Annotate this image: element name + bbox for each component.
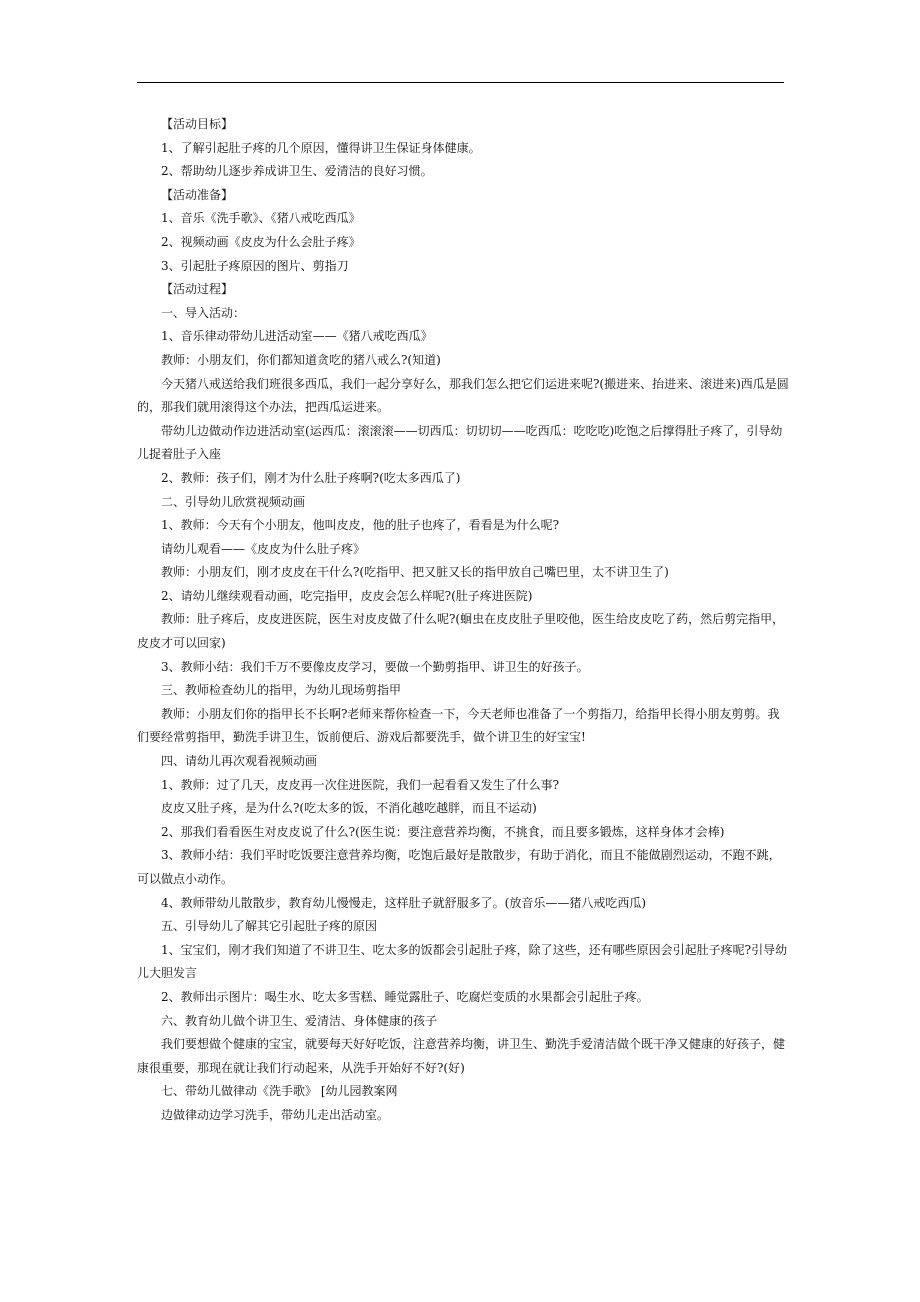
paragraph: 七、带幼儿做律动《洗手歌》 [幼儿园教案网 <box>161 1084 398 1099</box>
paragraph: 4、教师带幼儿散散步，教育幼儿慢慢走，这样肚子就舒服多了。(放音乐——猪八戒吃西瓜) <box>161 895 647 910</box>
header-rule <box>137 82 784 83</box>
section-heading-goals: 【活动目标】 <box>161 117 234 131</box>
paragraph: 1、音乐《洗手歌》、《猪八戒吃西瓜》 <box>161 211 361 226</box>
paragraph: 3、教师小结：我们平时吃饭要注意营养均衡，吃饱后最好是散散步，有助于消化，而且不能做剧烈运动，不跑不跳，可以做点小动作。 <box>137 848 781 886</box>
paragraph: 教师：肚子疼后，皮皮进医院，医生对皮皮做了什么呢?(蛔虫在皮皮肚子里咬他，医生给皮皮吃了药，然后剪完指甲，皮皮才可以回家) <box>137 612 785 651</box>
paragraph: 带幼儿边做动作边进活动室(运西瓜：滚滚滚——切西瓜：切切切——吃西瓜：吃吃吃)吃饱之后撑得肚子疼了，引导幼儿捉着肚子入座 <box>137 423 783 462</box>
section-heading-process: 【活动过程】 <box>161 282 234 297</box>
paragraph: 边做律动边学习洗手，带幼儿走出活动室。 <box>161 1107 390 1122</box>
paragraph: 三、教师检查幼儿的指甲，为幼儿现场剪指甲 <box>161 683 402 698</box>
paragraph: 请幼儿观看——《皮皮为什么肚子疼》 <box>161 541 366 556</box>
paragraph: 2、教师出示图片：喝生水、吃太多雪糕、睡觉露肚子、吃腐烂变质的水果都会引起肚子疼。 <box>161 989 649 1004</box>
paragraph: 1、音乐律动带幼儿进活动室——《猪八戒吃西瓜》 <box>161 329 433 344</box>
paragraph: 1、宝宝们，刚才我们知道了不讲卫生、吃太多的饭都会引起肚子疼，除了这些，还有哪些原因会引起肚子疼呢?引导幼儿大胆发言 <box>137 942 788 981</box>
paragraph: 教师：小朋友们，刚才皮皮在干什么?(吃指甲、把又脏又长的指甲放自己嘴巴里，太不讲卫生了) <box>161 565 669 580</box>
paragraph: 3、教师小结：我们千万不要像皮皮学习，要做一个勤剪指甲、讲卫生的好孩子。 <box>161 659 589 674</box>
paragraph: 五、引导幼儿了解其它引起肚子疼的原因 <box>161 919 378 934</box>
paragraph: 教师：小朋友们，你们都知道贪吃的猪八戒么?(知道) <box>161 352 441 367</box>
document-body <box>137 113 789 1128</box>
paragraph: 2、那我们看看医生对皮皮说了什么?(医生说：要注意营养均衡，不挑食，而且要多锻炼，这样身体才会棒) <box>161 824 725 839</box>
paragraph: 一、导入活动： <box>161 305 246 320</box>
paragraph: 1、教师：过了几天，皮皮再一次住进医院，我们一起看看又发生了什么事? <box>161 777 560 792</box>
paragraph: 2、请幼儿继续观看动画，吃完指甲，皮皮会怎么样呢?(肚子疼进医院) <box>161 588 533 603</box>
paragraph: 二、引导幼儿欣赏视频动画 <box>161 494 306 509</box>
paragraph: 2、视频动画《皮皮为什么会肚子疼》 <box>161 234 361 249</box>
paragraph: 今天猪八戒送给我们班很多西瓜，我们一起分享好么，那我们怎么把它们运进来呢?(搬进来、抬进来、滚进来)西瓜是圆的，那我们就用滚得这个办法，把西瓜运进来。 <box>137 376 789 415</box>
paragraph: 皮皮又肚子疼，是为什么?(吃太多的饭，不消化越吃越胖，而且不运动) <box>161 801 537 816</box>
paragraph: 1、教师：今天有个小朋友，他叫皮皮，他的肚子也疼了，看看是为什么呢? <box>161 518 560 533</box>
paragraph: 2、教师：孩子们，刚才为什么肚子疼啊?(吃太多西瓜了) <box>161 470 461 485</box>
paragraph: 3、引起肚子疼原因的图片、剪指刀 <box>161 258 349 273</box>
section-heading-preparation: 【活动准备】 <box>161 187 234 202</box>
paragraph: 六、教育幼儿做个讲卫生、爱清洁、身体健康的孩子 <box>161 1013 438 1028</box>
paragraph: 我们要想做个健康的宝宝，就要每天好好吃饭，注意营养均衡，讲卫生、勤洗手爱清洁做个既干净又健康的好孩子，健康很重要，那现在就让我们行动起来，从洗手开始好不好?(好) <box>137 1037 786 1075</box>
paragraph: 1、了解引起肚子疼的几个原因，懂得讲卫生保证身体健康。 <box>161 140 481 155</box>
paragraph: 教师：小朋友们你的指甲长不长啊?老师来帮你检查一下，今天老师也准备了一个剪指刀，给指甲长得小朋友剪剪。我们要经常剪指甲，勤洗手讲卫生，饭前便后、游戏后都要洗手，做个讲卫生的好宝宝! <box>137 706 780 745</box>
paragraph: 四、请幼儿再次观看视频动画 <box>161 754 318 769</box>
paragraph: 2、帮助幼儿逐步养成讲卫生、爱清洁的良好习惯。 <box>161 164 433 179</box>
